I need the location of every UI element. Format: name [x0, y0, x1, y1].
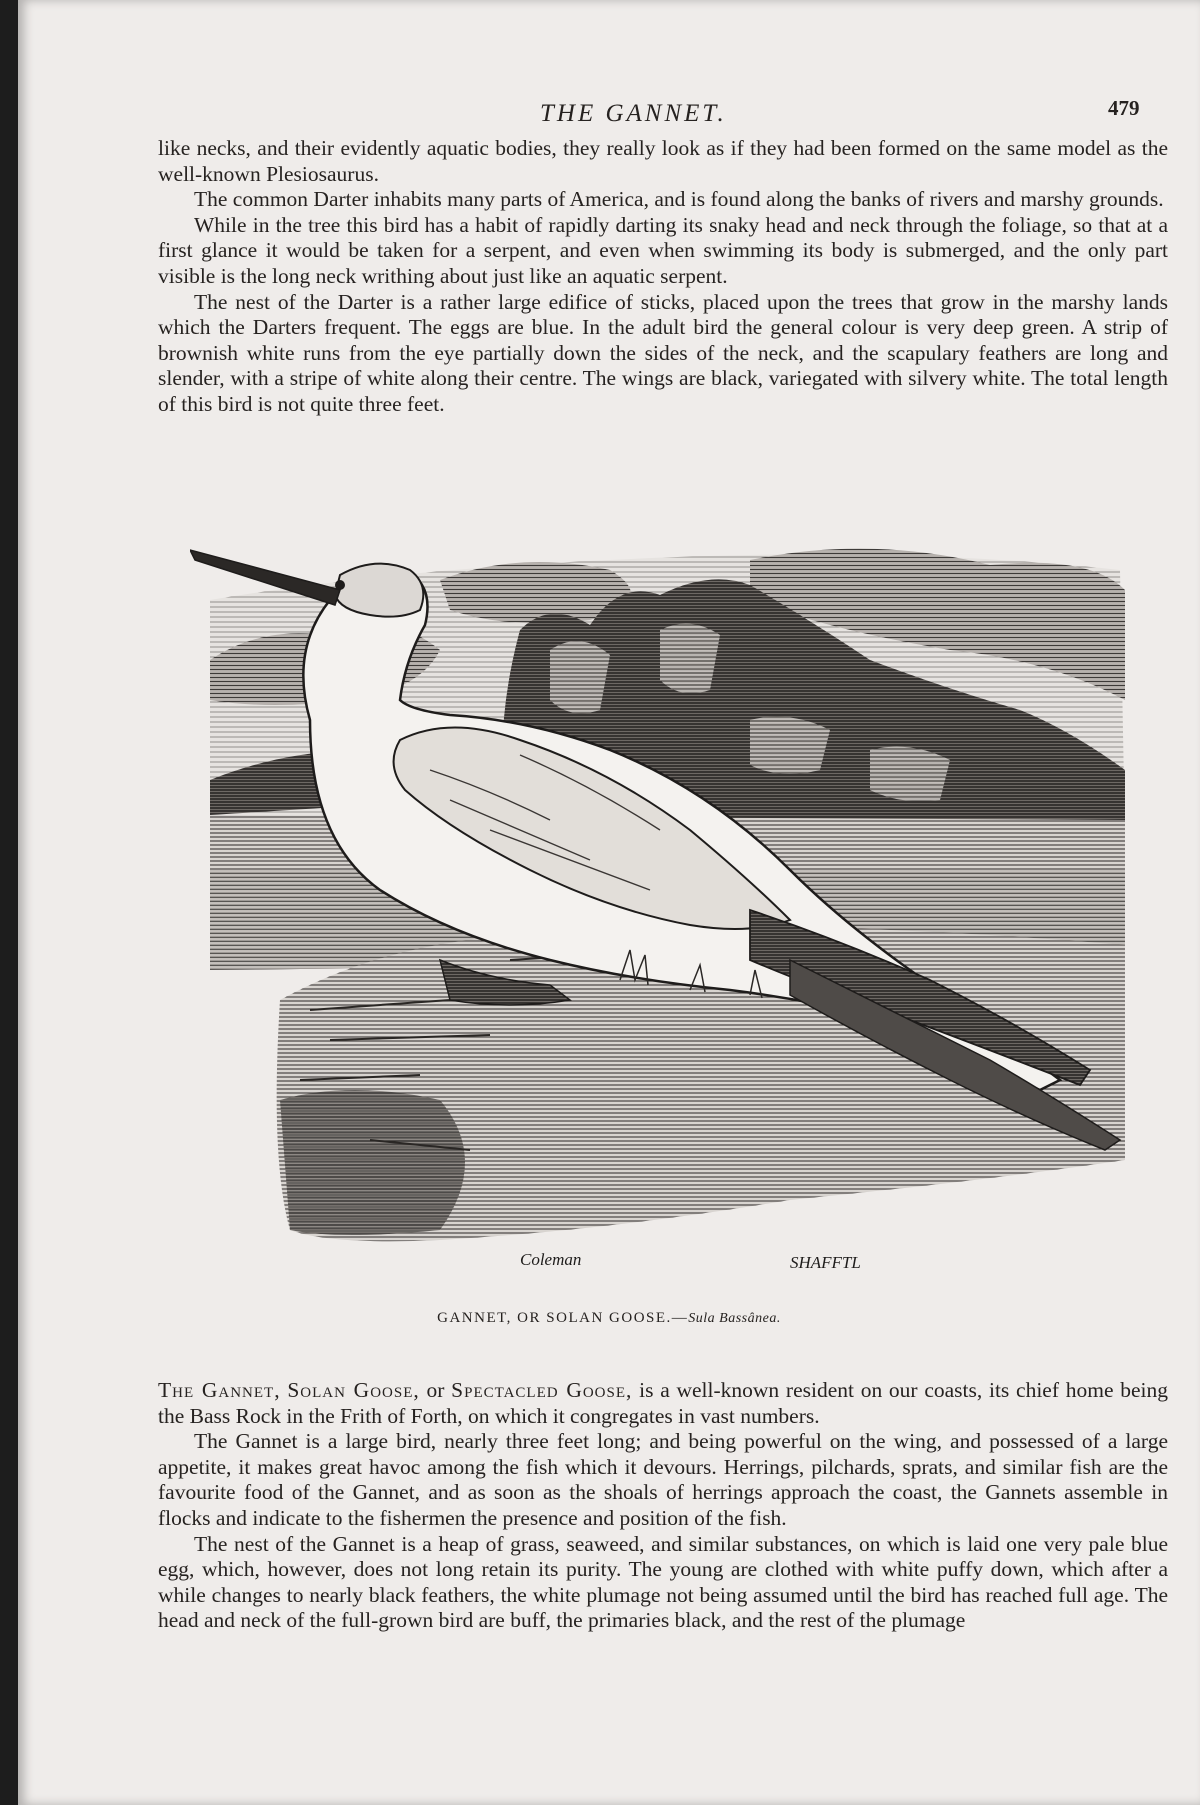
book-page: [18, 0, 1200, 1805]
gannet-head: [335, 564, 423, 617]
lead-name-solan-goose: Solan Goose,: [287, 1378, 420, 1402]
paragraph-darter-habit: While in the tree this bird has a habit of rapidly darting its snaky head and neck through the foliage, so that at a first glance it would be taken for a serpent, and even when swimming its body is submerged, and the only part visible is the long neck writhing about just like an aquatic serpent.: [158, 212, 1168, 288]
gannet-eye: [335, 580, 345, 590]
paragraph-darter-range: The common Darter inhabits many parts of America, and is found along the banks of rivers and marshy grounds.: [194, 187, 1164, 212]
paragraph-gannet-food: The Gannet is a large bird, nearly three feet long; and being powerful on the wing, and possessed of a large appetite, it makes great havoc among the fish which it devours. Herrings, pilchards, sprats, and similar fish are the favourite food of the Gannet, and as soon as the shoals of herrings approach the coast, the Gannets assemble in flocks and indicate to the fishermen the presence and position of the fish.: [158, 1429, 1168, 1530]
gannet-engraving: [190, 540, 1140, 1285]
lead-name-spectacled-goose: Spectacled Goose,: [451, 1378, 633, 1402]
paragraph-darter-nest: The nest of the Darter is a rather large edifice of sticks, placed upon the trees that grow in the marshy lands which the Darters frequent. The eggs are blue. In the adult bird the general colour is very deep green. A strip of brownish white runs from the eye partially down the sides of the neck, and the scapulary feathers are long and slender, with a stripe of white along their centre. The wings are black, variegated with silvery white. The total length of this bird is not quite three feet.: [158, 289, 1168, 416]
running-title: THE GANNET.: [540, 100, 727, 127]
paragraph-gannet-nest: The nest of the Gannet is a heap of grass, seaweed, and similar substances, on which is laid one very pale blue egg, which, however, does not long retain its purity. The young are clothed with white puffy down, which after a while changes to nearly black feathers, the white plumage not being assumed until the bird has reached full age. The head and neck of the full-grown bird are buff, the primaries black, and the rest of the plumage: [158, 1531, 1168, 1633]
caption-latin-name: Sula Bassânea.: [688, 1311, 781, 1326]
lead-or: or: [426, 1378, 445, 1402]
paragraph-continued: like necks, and their evidently aquatic bodies, they really look as if they had been formed on the same model as the well-known Plesiosaurus.: [158, 136, 1168, 186]
running-head: [18, 96, 1200, 132]
bottom-text-block: [158, 1378, 1168, 1634]
artist-signature: SHAFFTL: [790, 1253, 861, 1272]
engraver-signature: Coleman: [520, 1250, 582, 1269]
ledge-shadow: [280, 1090, 465, 1235]
caption-main: GANNET, OR SOLAN GOOSE.—: [437, 1310, 689, 1326]
page-number: 479: [1108, 96, 1140, 120]
lead-name-gannet: The Gannet,: [158, 1378, 281, 1402]
paragraph-gannet-intro: [158, 1378, 1168, 1429]
top-text-block: [158, 136, 1168, 418]
figure-caption: [18, 1310, 1200, 1327]
lead-rest: is a well-known resident on our coasts, its chief home being the Bass Rock in the Frith of Forth, on which it congregates in vast numbers.: [158, 1378, 1168, 1428]
